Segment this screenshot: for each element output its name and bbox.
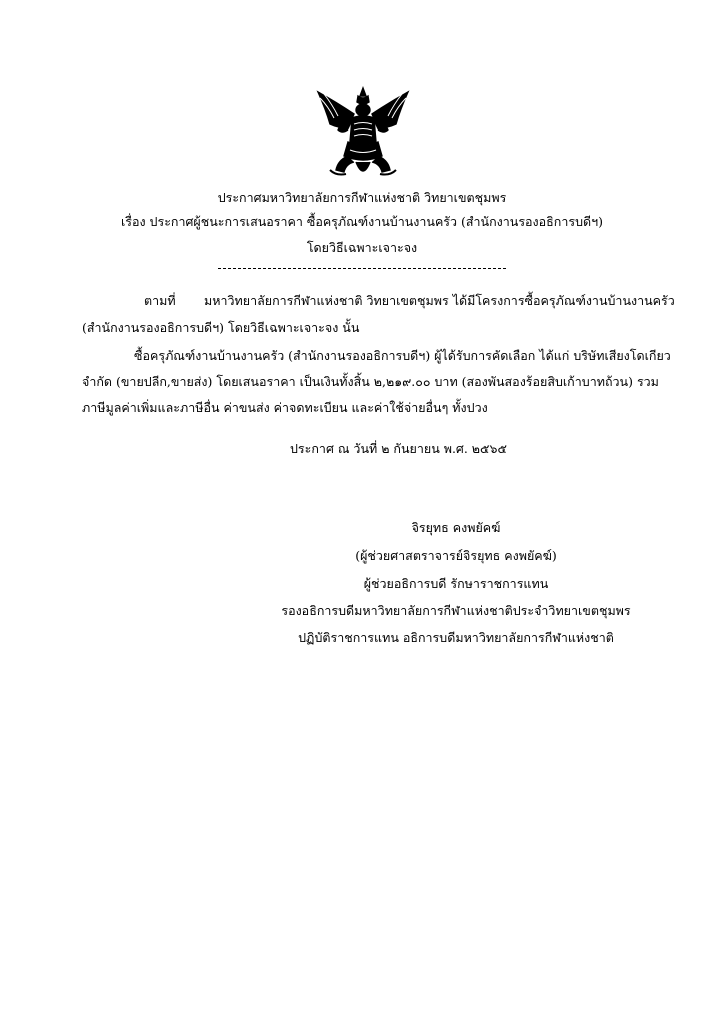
signatory-position-2: รองอธิการบดีมหาวิทยาลัยการกีฬาแห่งชาติประจำวิทยาเขตชุมพร bbox=[281, 603, 631, 618]
signatory-full-name: (ผู้ช่วยศาสตราจารย์จิรยุทธ คงพยัคฆ์) bbox=[355, 548, 557, 563]
signatory-position-1: ผู้ช่วยอธิการบดี รักษาราชการแทน bbox=[363, 576, 549, 591]
paragraph1-line2: (สำนักงานรองอธิการบดีฯ) โดยวิธีเฉพาะเจาะจง นั้น bbox=[82, 320, 360, 335]
paragraph1-line1: มหาวิทยาลัยการกีฬาแห่งชาติ วิทยาเขตชุมพร ได้มีโครงการซื้อครุภัณฑ์งานบ้านงานครัว bbox=[204, 293, 675, 308]
signatory-position-3: ปฏิบัติราชการแทน อธิการบดีมหาวิทยาลัยการกีฬาแห่งชาติ bbox=[298, 630, 614, 645]
garuda-emblem-icon bbox=[308, 84, 418, 184]
paragraph2-line2: จำกัด (ขายปลีก,ขายส่ง) โดยเสนอราคา เป็นเงินทั้งสิ้น ๒,๒๑๙.๐๐ บาท (สองพันสองร้อยสิบเก้าบาทถ้วน) รวม bbox=[82, 374, 659, 389]
separator-line bbox=[218, 268, 506, 269]
announcement-date: ประกาศ ณ วันที่ ๒ กันยายน พ.ศ. ๒๕๖๕ bbox=[290, 441, 507, 456]
paragraph2-line3: ภาษีมูลค่าเพิ่มและภาษีอื่น ค่าขนส่ง ค่าจดทะเบียน และค่าใช้จ่ายอื่นๆ ทั้งปวง bbox=[82, 400, 488, 415]
paragraph2-line1: ซื้อครุภัณฑ์งานบ้านงานครัว (สำนักงานรองอธิการบดีฯ) ผู้ได้รับการคัดเลือก ได้แก่ บริษัทเสียงโดเกียว bbox=[134, 348, 671, 363]
signed-name: จิรยุทธ คงพยัคฆ์ bbox=[411, 520, 501, 535]
announcement-title: ประกาศมหาวิทยาลัยการกีฬาแห่งชาติ วิทยาเขตชุมพร bbox=[217, 190, 507, 205]
paragraph1-lead: ตามที่ bbox=[144, 293, 176, 308]
announcement-subject: เรื่อง ประกาศผู้ชนะการเสนอราคา ซื้อครุภัณฑ์งานบ้านงานครัว (สำนักงานรองอธิการบดีฯ) bbox=[120, 214, 604, 229]
procurement-method: โดยวิธีเฉพาะเจาะจง bbox=[306, 240, 418, 255]
